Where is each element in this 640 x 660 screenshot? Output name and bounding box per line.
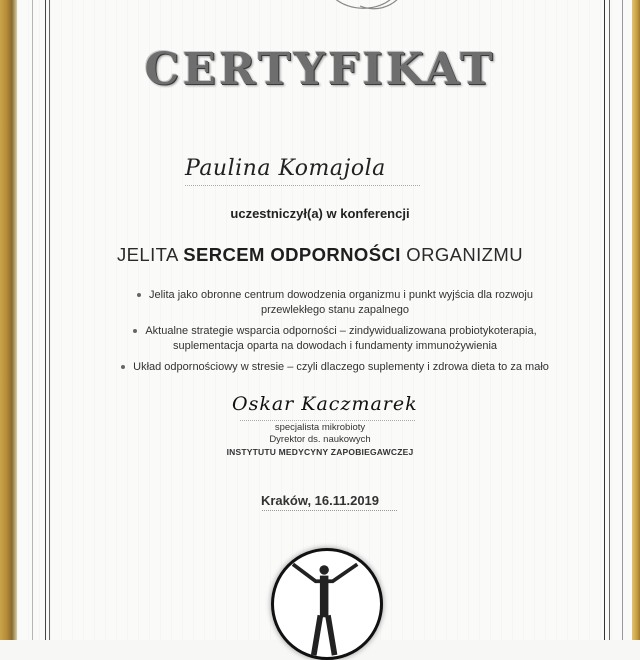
place-date: Kraków, 16.11.2019 bbox=[260, 493, 380, 508]
bullet-icon bbox=[133, 329, 137, 333]
signatory-role: specjalista mikrobioty bbox=[274, 422, 366, 433]
bullet-icon bbox=[121, 365, 125, 369]
border-line-right-outer bbox=[622, 0, 623, 640]
border-line-left-outer bbox=[32, 0, 33, 640]
conference-title bbox=[0, 244, 640, 266]
certificate-title: CERTYFIKAT bbox=[144, 44, 496, 95]
bullet-icon bbox=[137, 293, 141, 297]
border-line-right-double bbox=[604, 0, 610, 640]
vitruvian-man-logo-icon bbox=[271, 548, 383, 660]
topic-line: Jelita jako obronne centrum dowodzenia organizmu i punkt wyjścia dla rozwoju bbox=[149, 289, 533, 301]
topic-item bbox=[100, 288, 570, 318]
frame-gold-right bbox=[632, 0, 640, 640]
place-date-dotted-line bbox=[262, 510, 397, 511]
topic-line: Aktualne strategie wsparcia odporności – zindywidualizowana probiotykoterapia, bbox=[145, 325, 537, 337]
name-dotted-line bbox=[185, 185, 420, 186]
conference-title-bold: SERCEM ODPORNOŚCI bbox=[183, 244, 401, 265]
frame-gold-left bbox=[0, 0, 17, 640]
signature: Oskar Kaczmarek bbox=[232, 393, 418, 415]
recipient-name: Paulina Komajola bbox=[185, 156, 386, 181]
topic-item bbox=[100, 360, 570, 375]
signatory-institution: INSTYTUTU MEDYCYNY ZAPOBIEGAWCZEJ bbox=[226, 447, 414, 457]
border-line-left-double bbox=[45, 0, 50, 640]
participation-text: uczestniczył(a) w konferencji bbox=[230, 206, 410, 221]
signature-dotted-line bbox=[240, 420, 415, 421]
top-ornament-icon bbox=[330, 0, 410, 12]
signatory-position: Dyrektor ds. naukowych bbox=[269, 434, 371, 445]
topic-line: przewlekłego stanu zapalnego bbox=[261, 304, 409, 316]
conference-title-part3: ORGANIZMU bbox=[400, 244, 523, 265]
conference-title-part1: JELITA bbox=[117, 244, 184, 265]
signatory-info bbox=[0, 422, 640, 458]
topic-line: suplementacja oparta na dowodach i fundamenty immunożywienia bbox=[172, 340, 498, 352]
topic-line: Układ odpornościowy w stresie – czyli dlaczego suplementy i zdrowa dieta to za mało bbox=[133, 361, 549, 373]
topics-list bbox=[100, 288, 570, 381]
topic-item bbox=[100, 324, 570, 354]
